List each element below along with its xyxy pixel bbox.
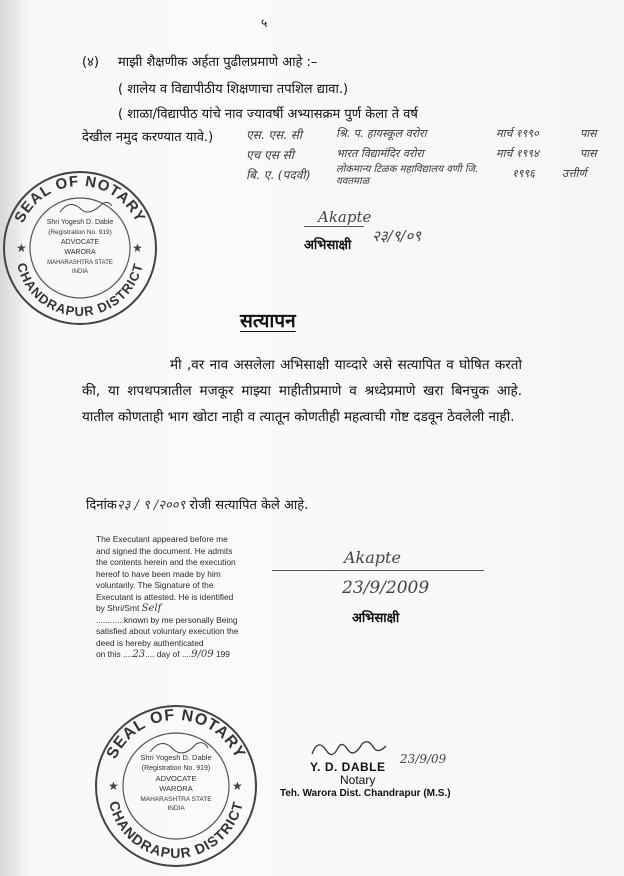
seal-reg: (Registration No. 919) [48, 229, 112, 236]
edu-year-3: १९९६ [512, 167, 535, 180]
deponent2-signature: Akapte [344, 548, 401, 567]
seal-bottom-text: CHANDRAPUR DISTRICT [14, 261, 146, 320]
seal-state: MAHARASHTRA STATE [47, 260, 113, 266]
edu-institution-1: श्रि. प. हायस्कूल वरोरा [336, 127, 427, 140]
verification-date-line [86, 495, 308, 513]
date-suffix: रोजी सत्यापित केले आहे. [189, 498, 309, 513]
seal-top-text: SEAL OF NOTARY [11, 172, 149, 226]
stamp-line-3: the contents herein and the execution [96, 557, 236, 567]
seal2-place: WARORA [159, 784, 193, 793]
deponent1-signature: Akapte [318, 208, 372, 226]
item-line-3: ( शाळा/विद्यापीठ यांचे नाव ज्यावर्षी अभ्यासक्रम पुर्ण केला ते वर्ष [118, 107, 418, 122]
verification-paragraph: मी ,वर नाव असलेला अभिसाक्षी याव्दारे असे सत्यापित व घोषित करतो की, या शपथपत्रातील मजकूर माझ्या माहीतीप्रमाणे व श्रध्देप्रमाणे खरा बिनचुक आहे. यातील कोणताही भाग खोटा नाही व त्यातून कोणतीही महत्वाची गोष्ट दडवून ठेवलेली नाही. [82, 357, 522, 425]
stamp-line-5: voluntarily. The Signature of the [96, 580, 214, 590]
deponent2-date: 23/9/2009 [342, 578, 430, 598]
seal2-name: Shri Yogesh D. Dable [140, 753, 212, 762]
stamp-line-4: hereof to have been made by him [96, 568, 221, 579]
edu-result-3: उत्तीर्ण [562, 167, 587, 180]
seal2-reg: (Registration No. 919) [141, 765, 211, 772]
stamp-line-1: The Executant appeared before me [96, 534, 228, 544]
edu-course-1: एस. एस. सी [246, 128, 302, 142]
stamp-line-10: deed is hereby authenticated [96, 637, 204, 648]
page-number: ५ [261, 16, 268, 30]
edu-course-2: एच एस सी [246, 148, 294, 162]
stamp-line-2: and signed the document. He admits [96, 545, 233, 556]
notary-sig-date: 23/9/09 [400, 752, 447, 766]
stamp-line-11: on this ....23.... day of ....9/09 199 [96, 649, 230, 660]
edu-result-2: पास [580, 147, 597, 160]
seal-title: ADVOCATE [61, 239, 99, 246]
seal-country: INDIA [71, 269, 89, 275]
notary-seal-top [0, 168, 160, 328]
seal-star-right-icon: ★ [132, 241, 143, 255]
stamp-line-9: satisfied about voluntary execution the [96, 626, 239, 636]
notary-seal-bottom [92, 702, 260, 870]
deponent1-signature-line [304, 226, 364, 227]
seal2-star-right-icon: ★ [232, 779, 243, 793]
seal2-title: ADVOCATE [155, 774, 197, 783]
verification-paragraph-block [82, 352, 522, 430]
stamp-hand-day: 23 [132, 649, 146, 660]
notary-name: Y. D. DABLE [310, 760, 386, 774]
item-line-2: ( शालेय व विद्यापीठीय शिक्षणाचा तपशिल द्यावा.) [118, 82, 349, 97]
edu-course-3: बि. ए. (पदवी) [246, 168, 311, 182]
edu-institution-3: लोकमान्य टिळक महाविद्यालय वणी जि. यवतमाळ [336, 164, 479, 187]
edu-result-1: पास [580, 127, 597, 140]
notary-title: Notary [340, 773, 376, 787]
seal2-overlay-signature-icon [150, 743, 208, 753]
verification-title: सत्यापन [240, 310, 296, 332]
seal2-star-left-icon: ★ [108, 779, 119, 793]
edu-institution-2: भारत विद्यामंदिर वरोरा [336, 147, 424, 160]
stamp-hand-month: 9/09 [191, 649, 214, 660]
seal-star-left-icon: ★ [16, 241, 27, 255]
item-number: (४) [82, 55, 99, 70]
deponent1-label: अभिसाक्षी [304, 238, 352, 253]
date-prefix: दिनांक [86, 498, 117, 513]
notary-address: Teh. Warora Dist. Chandrapur (M.S.) [280, 788, 451, 799]
deponent2-signature-line [272, 570, 484, 571]
attestation-stamp [96, 534, 282, 661]
seal2-state: MAHARASHTRA STATE [140, 796, 212, 803]
stamp-line-7: by Shri/Smt Self [96, 603, 162, 614]
item-line-4: देखील नमुद करण्यात यावे.) [82, 130, 214, 145]
seal2-bottom-text: CHANDRAPUR DISTRICT [106, 799, 246, 862]
seal2-country: INDIA [167, 805, 185, 812]
date-value: २३ / ९ /२००९ [116, 498, 186, 513]
stamp-hand-identifier: Self [141, 603, 162, 614]
deponent2-label: अभिसाक्षी [352, 611, 400, 626]
seal-name: Shri Yogesh D. Dable [46, 219, 114, 226]
svg-text:SEAL OF NOTARY [11, 173, 149, 226]
stamp-line-8: ............known by me personally Being [96, 614, 238, 625]
item-line-1: माझी शैक्षणीक अर्हता पुढीलप्रमाणे आहे :– [118, 55, 318, 70]
page-edge-shadow [0, 0, 22, 876]
seal-place: WARORA [64, 249, 96, 256]
edu-year-1: मार्च १९९० [496, 127, 539, 140]
deponent1-date: २३/९/०९ [372, 227, 422, 245]
edu-year-2: मार्च १९९४ [496, 147, 539, 160]
notary-signature-icon [308, 736, 398, 762]
stamp-line-6: Executant is attested. He is identified [96, 591, 234, 602]
seal2-top-text: SEAL OF NOTARY [103, 706, 249, 762]
